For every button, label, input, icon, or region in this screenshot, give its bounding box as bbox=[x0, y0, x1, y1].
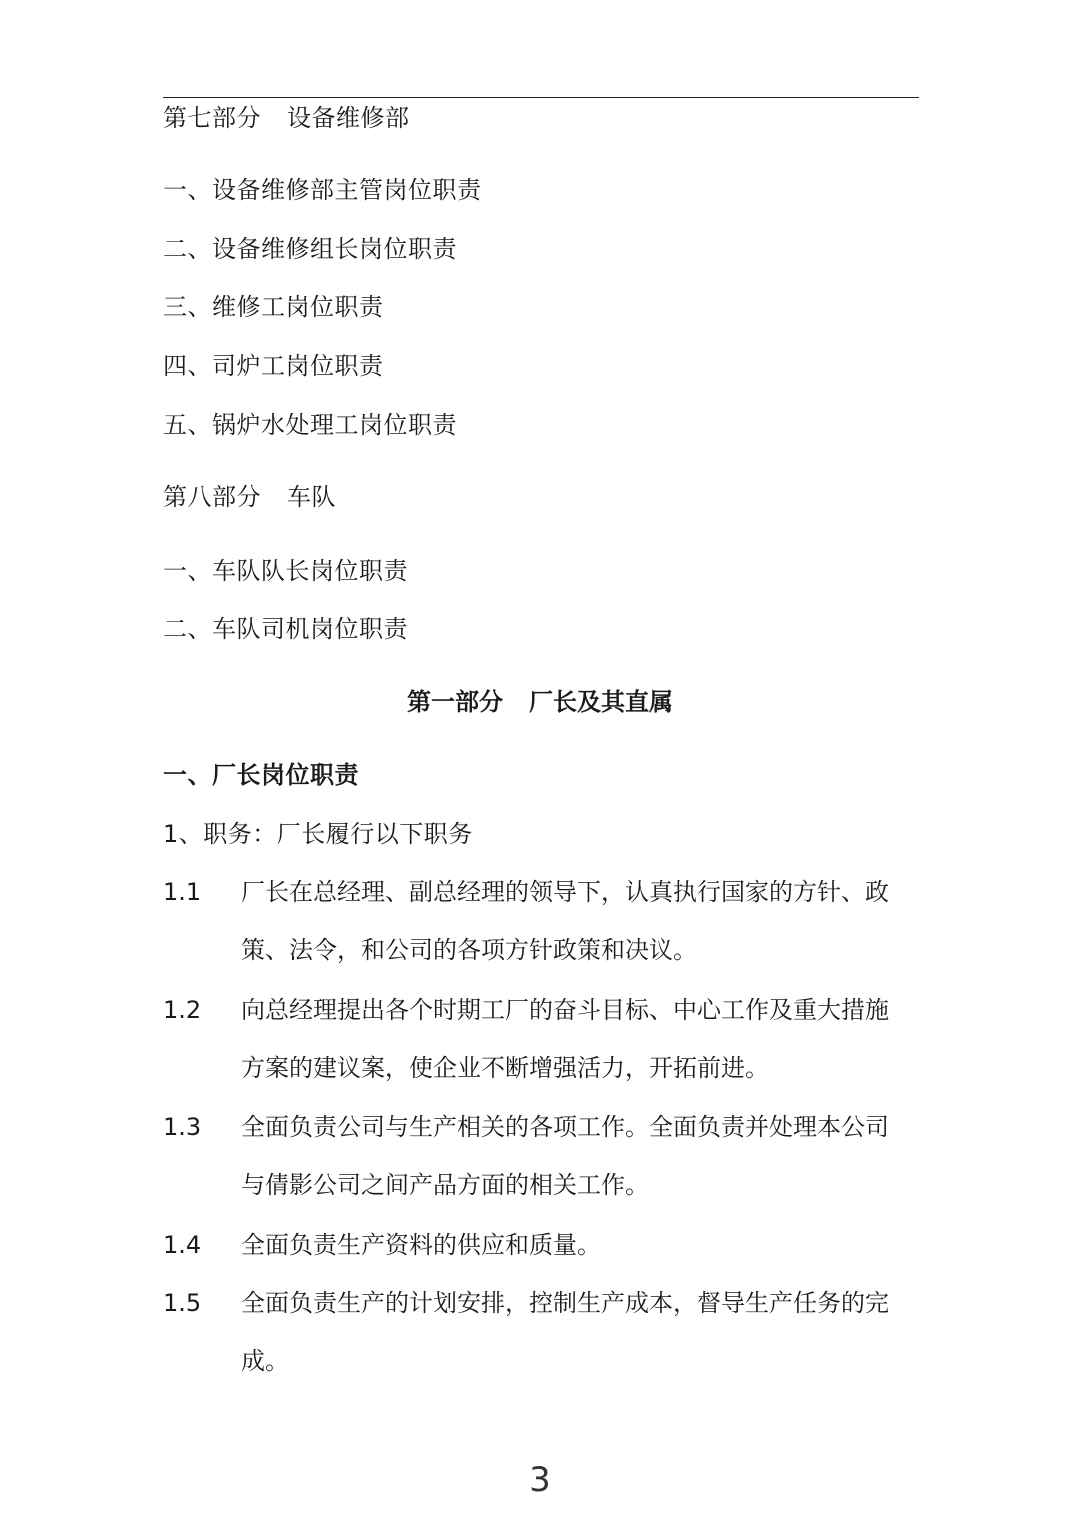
duty-text-line2: 与倩影公司之间产品方面的相关工作。 bbox=[241, 1171, 649, 1199]
part8-title-prefix: 第八部分 bbox=[163, 483, 261, 511]
duty-text-line1: 全面负责生产的计划安排，控制生产成本，督导生产任务的完 bbox=[241, 1289, 889, 1317]
part7-title-name: 设备维修部 bbox=[287, 104, 410, 132]
toc-item: 三、维修工岗位职责 bbox=[163, 293, 384, 321]
toc-item: 二、设备维修组长岗位职责 bbox=[163, 235, 457, 263]
part7-title-prefix: 第七部分 bbox=[163, 104, 261, 132]
duty-text-line1: 厂长在总经理、副总经理的领导下，认真执行国家的方针、政 bbox=[241, 878, 889, 906]
toc-item: 五、锅炉水处理工岗位职责 bbox=[163, 411, 457, 439]
part1-title-prefix: 第一部分 bbox=[407, 688, 503, 716]
toc-item: 二、车队司机岗位职责 bbox=[163, 615, 408, 643]
toc-item: 四、司炉工岗位职责 bbox=[163, 352, 384, 380]
page-number: 3 bbox=[529, 1460, 551, 1500]
duty-text-line2: 策、法令，和公司的各项方针政策和决议。 bbox=[241, 936, 697, 964]
duty-number: 1.2 bbox=[163, 996, 202, 1024]
part8-title bbox=[163, 481, 336, 513]
duties-intro: 1、职务：厂长履行以下职务 bbox=[163, 820, 473, 848]
duty-number: 1.3 bbox=[163, 1113, 202, 1141]
duty-text-line2: 成。 bbox=[241, 1347, 289, 1375]
part8-title-name: 车队 bbox=[287, 483, 336, 511]
duty-number: 1.1 bbox=[163, 878, 202, 906]
duty-text-line1: 全面负责生产资料的供应和质量。 bbox=[241, 1231, 601, 1259]
duty-number: 1.5 bbox=[163, 1289, 202, 1317]
section-heading: 一、厂长岗位职责 bbox=[163, 761, 359, 789]
part7-title bbox=[163, 102, 410, 134]
duty-text-line1: 向总经理提出各个时期工厂的奋斗目标、中心工作及重大措施 bbox=[241, 996, 889, 1024]
part1-title bbox=[0, 686, 1080, 718]
duty-text-line1: 全面负责公司与生产相关的各项工作。全面负责并处理本公司 bbox=[241, 1113, 889, 1141]
duty-text-line2: 方案的建议案，使企业不断增强活力，开拓前进。 bbox=[241, 1054, 769, 1082]
toc-item: 一、车队队长岗位职责 bbox=[163, 557, 408, 585]
part1-title-name: 厂长及其直属 bbox=[529, 688, 673, 716]
toc-item: 一、设备维修部主管岗位职责 bbox=[163, 176, 482, 204]
duty-number: 1.4 bbox=[163, 1231, 202, 1259]
header-rule bbox=[163, 97, 919, 98]
